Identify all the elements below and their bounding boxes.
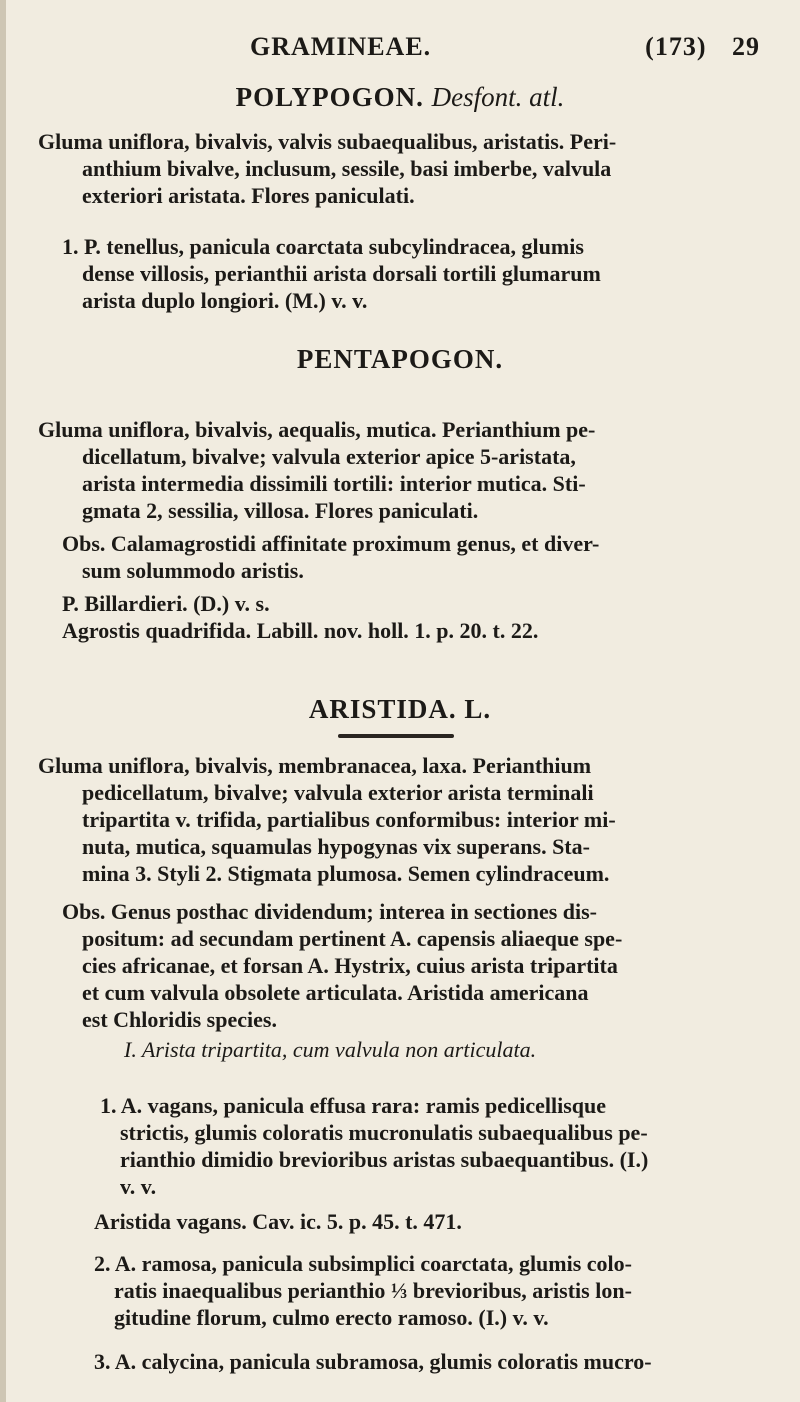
genus-name-polypogon: POLYPOGON. — [235, 82, 424, 112]
page-numbers — [627, 32, 760, 62]
text-line: arista duplo longiori. (M.) v. v. — [82, 288, 368, 313]
aristida-section-heading — [124, 1036, 536, 1063]
aristida-description — [38, 752, 616, 887]
text-line: ratis inaequalibus perianthio ⅓ brevioribus, aristis lon- — [114, 1278, 632, 1303]
polypogon-species-1 — [62, 233, 601, 314]
text-line: v. v. — [120, 1174, 157, 1199]
pentapogon-species — [62, 590, 538, 644]
text-line: et cum valvula obsolete articulata. Aristida americana — [82, 980, 589, 1005]
text-line: dense villosis, perianthii arista dorsali tortili glumarum — [82, 261, 601, 286]
text-line: Gluma uniflora, bivalvis, valvis subaequalibus, aristatis. Peri- — [38, 129, 617, 154]
text-line: pedicellatum, bivalve; valvula exterior arista terminali — [82, 780, 594, 805]
genus-heading-pentapogon — [0, 344, 800, 375]
text-line: positum: ad secundam pertinent A. capensis aliaeque spe- — [82, 926, 623, 951]
heading-underline — [338, 734, 454, 738]
text-line: mina 3. Styli 2. Stigmata plumosa. Semen cylindraceum. — [82, 861, 610, 886]
text-line: Gluma uniflora, bivalvis, membranacea, laxa. Perianthium — [38, 753, 592, 778]
text-line: Gluma uniflora, bivalvis, aequalis, mutica. Perianthium pe- — [38, 417, 596, 442]
aristida-species-1-synonym — [94, 1208, 462, 1235]
section-heading-text: I. Arista tripartita, cum valvula non articulata. — [124, 1037, 537, 1062]
text-line: 1. P. tenellus, panicula coarctata subcylindracea, glumis — [62, 234, 584, 259]
text-line: sum solummodo aristis. — [82, 558, 304, 583]
aristida-species-2 — [94, 1250, 632, 1331]
pentapogon-description — [38, 416, 595, 524]
aristida-species-1 — [100, 1092, 648, 1200]
text-line: gmata 2, sessilia, villosa. Flores paniculati. — [82, 498, 479, 523]
text-line: nuta, mutica, squamulas hypogynas vix superans. Sta- — [82, 834, 590, 859]
text-line: cies africanae, et forsan A. Hystrix, cuius arista tripartita — [82, 953, 618, 978]
text-line: Obs. Calamagrostidi affinitate proximum genus, et diver- — [62, 531, 600, 556]
text-line: 2. A. ramosa, panicula subsimplici coarctata, glumis colo- — [94, 1251, 632, 1276]
text-line: Obs. Genus posthac dividendum; interea in sectiones dis- — [62, 899, 598, 924]
text-line: P. Billardieri. (D.) v. s. — [62, 591, 270, 616]
text-line: anthium bivalve, inclusum, sessile, basi imberbe, valvula — [82, 156, 612, 181]
page-bracket-number: (173) — [645, 32, 707, 61]
page-number: 29 — [732, 32, 760, 61]
text-line: exteriori aristata. Flores paniculati. — [82, 183, 415, 208]
text-line: strictis, glumis coloratis mucronulatis subaequalibus pe- — [120, 1120, 648, 1145]
text-line: Agrostis quadrifida. Labill. nov. holl. 1. p. 20. t. 22. — [62, 618, 539, 643]
pentapogon-observation — [62, 530, 599, 584]
text-line: rianthio dimidio brevioribus aristas subaequantibus. (I.) — [120, 1147, 649, 1172]
polypogon-description — [38, 128, 616, 209]
text-line: dicellatum, bivalve; valvula exterior apice 5-aristata, — [82, 444, 576, 469]
genus-heading-polypogon — [0, 82, 800, 113]
text-line: gitudine florum, culmo erecto ramoso. (I.) v. v. — [114, 1305, 549, 1330]
text-line: 1. A. vagans, panicula effusa rara: ramis pedicellisque — [100, 1093, 607, 1118]
text-line: tripartita v. trifida, partialibus conformibus: interior mi- — [82, 807, 616, 832]
aristida-species-3 — [94, 1348, 652, 1375]
genus-author-polypogon: Desfont. atl. — [431, 82, 565, 112]
text-line: est Chloridis species. — [82, 1007, 277, 1032]
text-line: 3. A. calycina, panicula subramosa, glumis coloratis mucro- — [94, 1349, 652, 1374]
genus-heading-aristida — [0, 694, 800, 725]
running-head-title: GRAMINEAE. — [250, 32, 432, 61]
aristida-observation — [62, 898, 622, 1033]
genus-name-pentapogon: PENTAPOGON. — [296, 344, 504, 374]
text-line: Aristida vagans. Cav. ic. 5. p. 45. t. 471. — [94, 1209, 462, 1234]
text-line: arista intermedia dissimili tortili: interior mutica. Sti- — [82, 471, 586, 496]
genus-name-aristida: ARISTIDA. L. — [308, 694, 492, 724]
